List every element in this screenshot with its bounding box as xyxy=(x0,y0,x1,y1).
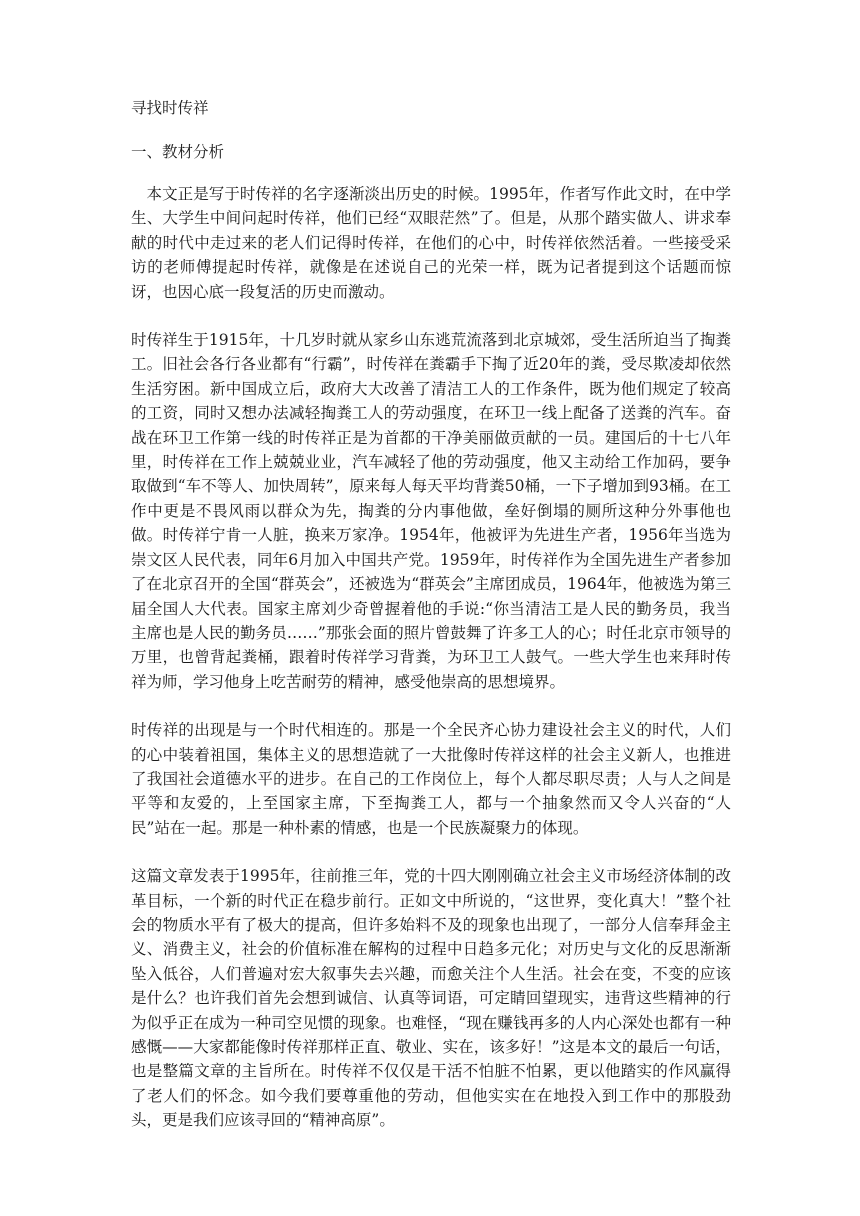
paragraph-biography: 时传祥生于1915年，十几岁时就从家乡山东逃荒流落到北京城郊，受生活所迫当了掏粪工。旧社会各行各业都有“行霸”，时传祥在粪霸手下掏了近20年的粪，受尽欺凌却依然生活穷困。新中国成立后，政府大大改善了清洁工人的工作条件，既为他们规定了较高的工资，同时又想办法减轻掏粪工人的劳动强度，在环卫一线上配备了送粪的汽车。奋战在环卫工作第一线的时传祥正是为首都的干净美丽做贡献的一员。建国后的十七八年里，时传祥在工作上兢兢业业，汽车减轻了他的劳动强度，他又主动给工作加码，要争取做到“车不等人、加快周转”，原来每人每天平均背粪50桶，一下子增加到93桶。在工作中更是不畏风雨以群众为先，掏粪的分内事他做，垒好倒塌的厕所这种分外事他也做。时传祥宁肯一人脏，换来万家净。1954年，他被评为先进生产者，1956年当选为崇文区人民代表，同年6月加入中国共产党。1959年，时传祥作为全国先进生产者参加了在北京召开的全国“群英会”，还被选为“群英会”主席团成员，1964年，他被选为第三届全国人大代表。国家主席刘少奇曾握着他的手说:“你当清洁工是人民的勤务员，我当主席也是人民的勤务员……”那张会面的照片曾鼓舞了许多工人的心；时任北京市领导的万里，也曾背起粪桶，跟着时传祥学习背粪，为环卫工人鼓气。一些大学生也来拜时传祥为师，学习他身上吃苦耐劳的精神，感受他崇高的思想境界。 xyxy=(131,331,731,691)
paragraph-era: 时传祥的出现是与一个时代相连的。那是一个全民齐心协力建设社会主义的时代，人们的心中装着祖国，集体主义的思想造就了一大批像时传祥这样的社会主义新人，也推进了我国社会道德水平的进步。在自己的工作岗位上，每个人都尽职尽责；人与人之间是平等和友爱的，上至国家主席，下至掏粪工人，都与一个抽象然而又令人兴奋的“人民”站在一起。那是一种朴素的情感，也是一个民族凝聚力的体现。 xyxy=(131,721,731,837)
section-heading: 一、教材分析 xyxy=(131,143,225,161)
paragraph-intro: 本文正是写于时传祥的名字逐渐淡出历史的时候。1995年，作者写作此文时，在中学生、大学生中间问起时传祥，他们已经“双眼茫然”了。但是，从那个踏实做人、讲求奉献的时代中走过来的老人们记得时传祥，在他们的心中，时传祥依然活着。一些接受采访的老师傅提起时传祥，就像是在述说自己的光荣一样，既为记者提到这个话题而惊讶，也因心底一段复活的历史而激动。 xyxy=(131,185,731,301)
document-page xyxy=(131,96,731,1157)
document-title: 寻找时传祥 xyxy=(131,99,209,117)
paragraph-theme: 这篇文章发表于1995年，往前推三年，党的十四大刚刚确立社会主义市场经济体制的改革目标，一个新的时代正在稳步前行。正如文中所说的，“这世界，变化真大！”整个社会的物质水平有了极大的提高，但许多始料不及的现象也出现了，一部分人信奉拜金主义、消费主义，社会的价值标准在解构的过程中日趋多元化；对历史与文化的反思渐渐坠入低谷，人们普遍对宏大叙事失去兴趣，而愈关注个人生活。社会在变，不变的应该是什么？也许我们首先会想到诚信、认真等词语，可定睛回望现实，违背这些精神的行为似乎正在成为一种司空见惯的现象。也难怪，“现在赚钱再多的人内心深处也都有一种感慨——大家都能像时传祥那样正直、敬业、实在，该多好！”这是本文的最后一句话，也是整篇文章的主旨所在。时传祥不仅仅是干活不怕脏不怕累，更以他踏实的作风赢得了老人们的怀念。如今我们要尊重他的劳动，但他实实在在地投入到工作中的那股劲头，更是我们应该寻回的“精神高原”。 xyxy=(131,867,731,1130)
